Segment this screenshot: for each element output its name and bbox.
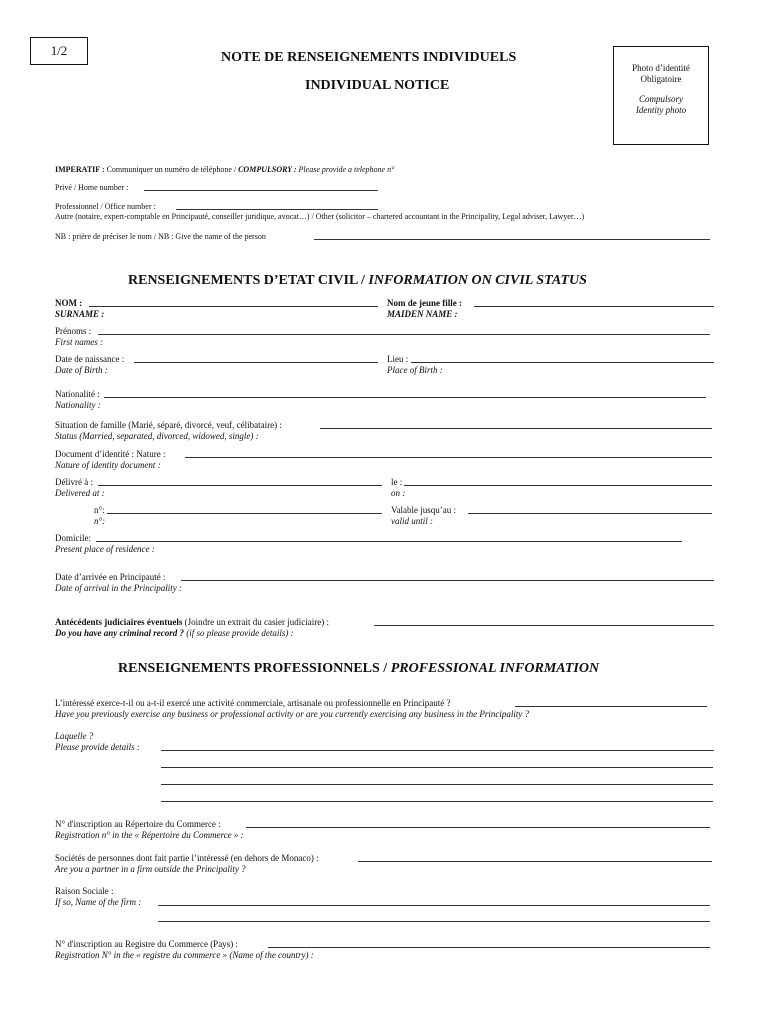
photo-label-en-1: Compulsory <box>638 94 683 104</box>
doc-number-label-en: n°: <box>94 516 106 526</box>
delivered-on-field[interactable] <box>404 485 712 486</box>
registre-label-fr: N° d'inscription au Registre du Commerce (Pays) : <box>55 939 238 949</box>
firm-name-field-line-1[interactable] <box>158 905 710 906</box>
partnerships-label-en: Are you a partner in a firm outside the Principality ? <box>55 864 246 874</box>
partnerships-field[interactable] <box>358 861 712 862</box>
details-field-line-1[interactable] <box>161 750 714 751</box>
details-field-line-4[interactable] <box>161 801 713 802</box>
maiden-name-field[interactable] <box>474 306 714 307</box>
compulsory-text: Please provide a telephone n° <box>296 165 395 174</box>
professional-heading <box>118 661 599 677</box>
surname-field[interactable] <box>89 306 378 307</box>
valid-until-label-fr: Valable jusqu’au : <box>391 505 456 515</box>
title-en: INDIVIDUAL NOTICE <box>305 78 450 93</box>
record-bold: Do you have any criminal record ? <box>55 628 184 638</box>
firm-name-label-en: If so, Name of the firm : <box>55 897 142 907</box>
marital-status-label-en: Status (Married, separated, divorced, widowed, single) : <box>55 431 259 441</box>
nationality-label-en: Nationality : <box>55 400 101 410</box>
birth-date-label-en: Date of Birth : <box>55 365 108 375</box>
criminal-record-field[interactable] <box>374 625 714 626</box>
civil-heading-en: INFORMATION ON CIVIL STATUS <box>368 273 587 288</box>
valid-until-label-en: valid until : <box>391 516 433 526</box>
office-number-field[interactable] <box>176 209 378 210</box>
repertoire-field[interactable] <box>246 827 710 828</box>
residence-label-fr: Domicile: <box>55 533 91 543</box>
office-number-label: Professionnel / Office number : <box>55 202 156 211</box>
title-fr: NOTE DE RENSEIGNEMENTS INDIVIDUELS <box>221 50 517 65</box>
home-number-label: Privé / Home number : <box>55 183 129 192</box>
professional-heading-en: PROFESSIONAL INFORMATION <box>390 661 600 676</box>
surname-label-en: SURNAME : <box>55 309 105 319</box>
repertoire-label-en: Registration n° in the « Répertoire du Commerce » : <box>55 830 244 840</box>
nationality-label-fr: Nationalité : <box>55 389 100 399</box>
compulsory-label: COMPULSORY : <box>238 165 297 174</box>
details-field-line-3[interactable] <box>161 784 713 785</box>
birth-place-label-fr: Lieu : <box>387 354 409 364</box>
delivered-at-field[interactable] <box>98 485 382 486</box>
id-document-field[interactable] <box>185 457 712 458</box>
details-label-fr: Laquelle ? <box>55 731 94 741</box>
delivered-on-label-en: on : <box>391 488 406 498</box>
first-names-label-fr: Prénoms : <box>55 326 92 336</box>
civil-status-heading <box>128 273 587 289</box>
imperatif-text: Communiquer un numéro de téléphone / <box>104 165 239 174</box>
activity-field[interactable] <box>515 706 707 707</box>
registre-label-en: Registration N° in the « registre du commerce » (Name of the country) : <box>55 950 314 960</box>
professional-heading-fr: RENSEIGNEMENTS PROFESSIONNELS / <box>118 661 391 676</box>
arrival-date-label-fr: Date d’arrivée en Principauté : <box>55 572 166 582</box>
birth-place-label-en: Place of Birth : <box>387 365 443 375</box>
repertoire-label-fr: N° d'inscription au Répertoire du Commerce : <box>55 819 221 829</box>
marital-status-field[interactable] <box>320 428 712 429</box>
photo-box[interactable] <box>613 46 709 145</box>
id-document-label-en: Nature of identity document : <box>55 460 161 470</box>
details-label-en: Please provide details : <box>55 742 140 752</box>
birth-place-field[interactable] <box>411 362 714 363</box>
nationality-field[interactable] <box>104 397 706 398</box>
residence-label-en: Present place of residence : <box>55 544 155 554</box>
imperatif-line <box>55 164 394 175</box>
maiden-name-label-fr: Nom de jeune fille : <box>387 298 462 308</box>
criminal-record-label-fr <box>55 617 329 628</box>
maiden-name-label-en: MAIDEN NAME : <box>387 309 458 319</box>
registre-field[interactable] <box>268 947 710 948</box>
firm-name-field-line-2[interactable] <box>158 921 710 922</box>
delivered-at-label-fr: Délivré à : <box>55 477 93 487</box>
first-names-field[interactable] <box>98 334 710 335</box>
id-document-label-fr: Document d’identité : Nature : <box>55 449 166 459</box>
nb-label: NB : prière de préciser le nom / NB : Give the name of the person <box>55 232 266 241</box>
activity-label-en: Have you previously exercise any business or professional activity or are you currently exercising any business in the Principality ? <box>55 709 530 719</box>
delivered-at-label-en: Delivered at : <box>55 488 105 498</box>
imperatif-label: IMPERATIF : <box>55 165 105 174</box>
birth-date-label-fr: Date de naissance : <box>55 354 125 364</box>
record-rest: (if so please provide details) : <box>184 628 294 638</box>
birth-date-field[interactable] <box>134 362 378 363</box>
partnerships-label-fr: Sociétés de personnes dont fait partie l’intéressé (en dehors de Monaco) : <box>55 853 319 863</box>
photo-label-fr-2: Obligatoire <box>640 74 682 84</box>
photo-label-fr-1: Photo d’identité <box>632 63 690 73</box>
other-contact-label: Autre (notaire, expert-comptable en Principauté, conseiller juridique, avocat…) / Other (solicitor – chartered accountant in the Principality, Legal adviser, Lawyer…) <box>55 212 585 221</box>
marital-status-label-fr: Situation de famille (Marié, séparé, divorcé, veuf, célibataire) : <box>55 420 282 430</box>
residence-field[interactable] <box>96 541 682 542</box>
arrival-date-field[interactable] <box>181 580 714 581</box>
arrival-date-label-en: Date of arrival in the Principality : <box>55 583 182 593</box>
antecedents-bold: Antécédents judiciaires éventuels <box>55 617 183 627</box>
page-number: 1/2 <box>30 37 88 65</box>
firm-name-label-fr: Raison Sociale : <box>55 886 114 896</box>
doc-number-label-fr: n°: <box>94 505 105 515</box>
nb-field[interactable] <box>314 239 710 240</box>
antecedents-rest: (Joindre un extrait du casier judiciaire) : <box>182 617 330 627</box>
details-field-line-2[interactable] <box>161 767 713 768</box>
photo-label-en-2: Identity photo <box>635 105 687 115</box>
civil-heading-fr: RENSEIGNEMENTS D’ETAT CIVIL / <box>128 273 369 288</box>
valid-until-field[interactable] <box>468 513 712 514</box>
doc-number-field[interactable] <box>107 513 382 514</box>
criminal-record-label-en <box>55 628 294 639</box>
delivered-on-label-fr: le : <box>391 477 403 487</box>
surname-label-fr: NOM : <box>55 298 83 308</box>
activity-label-fr: L’intéressé exerce-t-il ou a-t-il exercé une activité commerciale, artisanale ou professionnelle en Principauté ? <box>55 698 451 708</box>
home-number-field[interactable] <box>144 190 378 191</box>
first-names-label-en: First names : <box>55 337 103 347</box>
